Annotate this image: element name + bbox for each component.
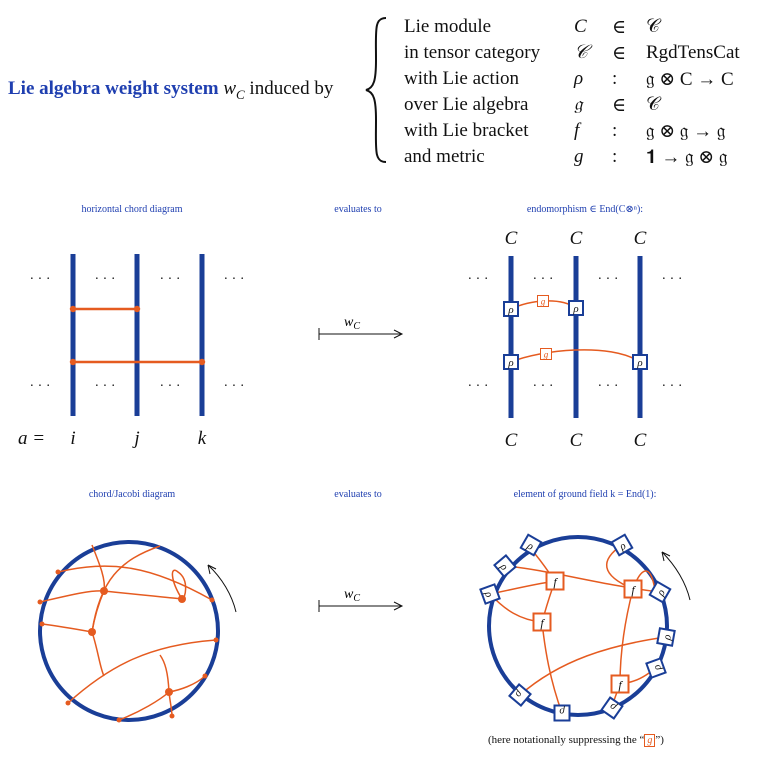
chord-endpoint (170, 714, 175, 719)
definition-relation: : (612, 68, 618, 89)
ellipsis-dots: · · · (94, 272, 116, 287)
caption-endomorphism: endomorphism ∈ End(C⊗ⁿ): (526, 204, 644, 215)
definition-symbol: 𝔤 (574, 94, 583, 115)
module-label-top: C (569, 228, 583, 249)
rho-box (602, 698, 623, 719)
title-symbol-subscript: C (236, 86, 245, 102)
ellipsis-dots: · · · (661, 379, 683, 394)
rho-box (494, 555, 515, 576)
definition-value: RgdTensCat (646, 42, 740, 63)
definition-label: with Lie action (404, 68, 520, 89)
chord-endpoint (70, 359, 76, 365)
ellipsis-dots: · · · (597, 379, 619, 394)
chord-endpoint (214, 638, 219, 643)
rho-box-label: ρ (524, 539, 536, 553)
rho-box (504, 302, 518, 316)
definition-symbol: ρ (574, 68, 584, 89)
bracket-box (612, 676, 629, 693)
strand-label-i: i (70, 428, 76, 449)
rho-box-label: ρ (654, 587, 668, 599)
arrow-label-wc-2: $w_C$ (343, 587, 361, 604)
definition-symbol: f (574, 120, 580, 141)
rho-box-label: ρ (617, 539, 629, 553)
module-label-top: C (504, 228, 518, 249)
jacobi-chord (104, 591, 182, 599)
jacobi-chord (92, 632, 104, 676)
ellipsis-dots: · · · (532, 272, 554, 287)
bracket-box-label: f (540, 616, 544, 631)
jacobi-chord (160, 655, 169, 692)
rho-box-label: ρ (607, 700, 619, 714)
ellipsis-dots: · · · (159, 272, 181, 287)
bracket-box-label: f (553, 575, 557, 590)
jacobi-vertex (178, 595, 186, 603)
definition-label: and metric (404, 146, 485, 167)
definition-label: over Lie algebra (404, 94, 529, 115)
jacobi-chord (92, 545, 104, 591)
rho-box (650, 582, 670, 602)
ellipsis-dots: · · · (467, 379, 489, 394)
jacobi-vertex (100, 587, 108, 595)
chord-endpoint (203, 674, 208, 679)
definition-relation: : (612, 120, 618, 141)
rho-box (633, 355, 647, 369)
definition-label: in tensor category (404, 42, 541, 63)
note-g-box: g (644, 734, 655, 747)
caption-horizontal-chord-diagram: horizontal chord diagram (81, 204, 183, 215)
ellipsis-dots: · · · (94, 379, 116, 394)
rho-box (657, 628, 674, 645)
definition-value: 𝟏 → 𝔤 ⊗ 𝔤 (646, 146, 728, 168)
bracket-box-label: f (618, 678, 622, 693)
title-symbol-base: w (223, 78, 236, 99)
title-suffix: induced by (249, 78, 334, 99)
bracket-box (625, 581, 642, 598)
bracket-box (534, 614, 551, 631)
module-label-bottom: C (569, 430, 583, 451)
note-prefix: (here notationally suppressing the “ (488, 734, 645, 746)
module-label-bottom: C (633, 430, 647, 451)
chord-endpoint (210, 598, 215, 603)
definition-relation: ∈ (612, 42, 627, 64)
caption-ground-field-element: element of ground field k = End(1): (513, 489, 657, 500)
rho-box (646, 658, 665, 677)
rho-box (569, 301, 583, 315)
ellipsis-dots: · · · (467, 272, 489, 287)
definition-symbol: g (574, 146, 584, 167)
rho-box-label: ρ (573, 303, 579, 316)
definition-relation: ∈ (612, 94, 627, 116)
definition-label: with Lie bracket (404, 120, 529, 141)
metric-box (538, 296, 549, 307)
definition-symbol: 𝒞 (574, 42, 588, 63)
label-a-equals: a = (18, 428, 46, 449)
ellipsis-dots: · · · (29, 379, 51, 394)
arrow-label-wc-1: $w_C$ (343, 315, 361, 332)
definition-label: Lie module (404, 16, 492, 37)
definition-relation: : (612, 146, 618, 167)
metric-box-label: g (543, 349, 549, 360)
chord-endpoint (134, 306, 140, 312)
ellipsis-dots: · · · (661, 272, 683, 287)
caption-evaluates-to-1: evaluates to (334, 204, 382, 215)
caption-chord-jacobi-diagram: chord/Jacobi diagram (88, 489, 176, 500)
ellipsis-dots: · · · (597, 272, 619, 287)
caption-evaluates-to-2: evaluates to (334, 489, 382, 500)
ellipsis-dots: · · · (532, 379, 554, 394)
note-suffix: ”) (655, 734, 664, 746)
definition-value: 𝒞 (646, 94, 660, 115)
definition-relation: ∈ (612, 16, 627, 38)
chord-endpoint (38, 600, 43, 605)
rho-box-label: ρ (559, 705, 565, 718)
rho-box (521, 535, 541, 555)
module-label-top: C (633, 228, 647, 249)
jacobi-vertex (165, 688, 173, 696)
rho-box-label: ρ (512, 688, 526, 700)
chord-endpoint (70, 306, 76, 312)
rho-box-label: ρ (482, 589, 496, 600)
evaluated-chord (620, 589, 633, 684)
arrow-label-subscript: C (353, 593, 361, 604)
ellipsis-dots: · · · (159, 379, 181, 394)
metric-box (541, 349, 552, 360)
chord-endpoint (66, 701, 71, 706)
jacobi-vertex (88, 628, 96, 636)
chord-endpoint (40, 622, 45, 627)
rho-box-label: ρ (637, 357, 643, 370)
rho-box-label: ρ (497, 561, 511, 573)
definition-symbol: C (574, 16, 587, 37)
chord-endpoint (117, 718, 122, 723)
evaluated-chord (542, 622, 562, 713)
rho-box-label: ρ (661, 633, 674, 641)
chord-endpoint (199, 359, 205, 365)
ellipsis-dots: · · · (223, 272, 245, 287)
rho-box-label: ρ (650, 662, 664, 673)
jacobi-chord (42, 624, 92, 632)
rho-box-label: ρ (508, 357, 514, 370)
ellipsis-dots: · · · (29, 272, 51, 287)
bracket-box-label: f (631, 583, 635, 598)
ellipsis-dots: · · · (223, 379, 245, 394)
strand-label-k: k (197, 428, 207, 449)
rho-box (555, 706, 570, 721)
definition-value: 𝒞 (646, 16, 660, 37)
arrow-label-subscript: C (353, 321, 361, 332)
module-label-bottom: C (504, 430, 518, 451)
chord-endpoint (56, 570, 61, 575)
definition-value: 𝔤 ⊗ C → C (646, 68, 734, 90)
bracket-box (547, 573, 564, 590)
rho-box (504, 355, 518, 369)
definition-value: 𝔤 ⊗ 𝔤 → 𝔤 (646, 120, 726, 142)
strand-label-j: j (134, 428, 140, 449)
rho-box-label: ρ (508, 304, 514, 317)
metric-box-label: g (540, 296, 546, 307)
title-highlight: Lie algebra weight system (8, 78, 219, 99)
